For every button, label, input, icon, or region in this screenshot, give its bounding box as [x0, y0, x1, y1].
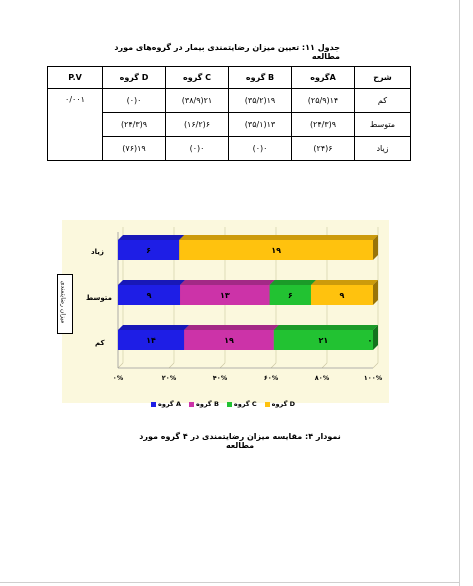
legend-label: گروه B: [196, 400, 219, 408]
legend-label: گروه A: [158, 400, 181, 408]
legend-swatch: [227, 402, 232, 407]
bar-top-face: [274, 325, 378, 330]
header-group-a: گروهA: [292, 67, 355, 89]
table-cell: (۲۴/۳)۹: [103, 113, 166, 137]
x-tick-100: ۱۰۰%: [363, 374, 383, 382]
header-description: شرح: [355, 67, 411, 89]
bar-value-label: ۹: [339, 291, 345, 300]
legend-item-group-c: [227, 400, 257, 408]
legend-item-group-b: [189, 400, 219, 408]
table-cell: (۲۴/۳)۹: [292, 113, 355, 137]
chart-caption: نمودار ۴: مقایسه میزان رضایتمندی در ۴ گروه مورد مطالعه: [139, 432, 341, 450]
bar-value-label: ۱۳: [219, 291, 230, 300]
legend-swatch: [151, 402, 156, 407]
row-label: کم: [355, 89, 411, 113]
row-label: متوسط: [355, 113, 411, 137]
bar-value-label: ۱۹: [271, 246, 281, 255]
gridline-floor: [169, 363, 174, 368]
bar-value-label: ۱۹: [224, 336, 234, 345]
legend-item-group-d: [265, 400, 295, 408]
bar-value-label: ۰: [367, 336, 373, 345]
gridline-floor: [373, 363, 378, 368]
bar-value-label: ۶: [146, 246, 152, 255]
header-group-d: گروه D: [103, 67, 166, 89]
table-cell: (۰)۰: [229, 137, 292, 161]
legend-label: گروه C: [233, 400, 257, 408]
table-cell: (۳۸/۹)۲۱: [166, 89, 229, 113]
bar-top-face: [311, 280, 378, 285]
header-group-b: گروه B: [229, 67, 292, 89]
bar-top-face: [118, 325, 189, 330]
bar-top-face: [184, 325, 279, 330]
bar-value-label: ۱۴: [146, 336, 156, 345]
category-label-medium: متوسط: [86, 294, 112, 302]
cell-pv: ۰/۰۰۱: [48, 89, 103, 161]
bar-top-face: [180, 280, 275, 285]
x-tick-40: ۴۰%: [212, 374, 228, 382]
bar-value-label: ۹: [146, 291, 152, 300]
table-cell: (۲۴)۶: [292, 137, 355, 161]
category-label-high: زیاد: [91, 248, 104, 256]
bar-top-face: [118, 280, 185, 285]
x-tick-60: ۶۰%: [263, 374, 279, 382]
table-cell: (۳۵/۲)۱۹: [229, 89, 292, 113]
legend-swatch: [189, 402, 194, 407]
header-pv: P.V: [48, 67, 103, 89]
gridline-floor: [322, 363, 327, 368]
x-tick-80: ۸۰%: [314, 374, 330, 382]
bar-value-label: ۲۱: [318, 336, 329, 345]
table-cell: (۲۵/۹)۱۴: [292, 89, 355, 113]
table-cell: (۳۵/۱)۱۳: [229, 113, 292, 137]
legend-item-group-a: [151, 400, 181, 408]
bar-top-face: [270, 280, 316, 285]
chart-legend: [151, 400, 295, 408]
header-group-c: گروه C: [166, 67, 229, 89]
table-title: جدول ۱۱: تعیین میزان رضایتمندی بیمار در گروه‌های مورد مطالعه: [114, 43, 340, 61]
gridline-floor: [271, 363, 276, 368]
legend-label: گروه D: [271, 400, 296, 408]
category-label-low: کم: [95, 339, 105, 347]
legend-swatch: [265, 402, 270, 407]
gridline-floor: [220, 363, 225, 368]
bar-value-label: ۶: [287, 291, 293, 300]
bar-top-face: [179, 235, 378, 240]
table-cell: (۰)۰: [103, 89, 166, 113]
gridline-floor: [118, 363, 123, 368]
x-tick-0: ۰%: [112, 374, 124, 382]
row-label: زیاد: [355, 137, 411, 161]
x-tick-20: ۲۰%: [161, 374, 177, 382]
table-cell: (۷۶)۱۹: [103, 137, 166, 161]
table-cell: (۱۶/۲)۶: [166, 113, 229, 137]
table-cell: (۰)۰: [166, 137, 229, 161]
y-axis-label: میزان رضایتمندی: [59, 280, 67, 324]
bar-top-face: [118, 235, 184, 240]
